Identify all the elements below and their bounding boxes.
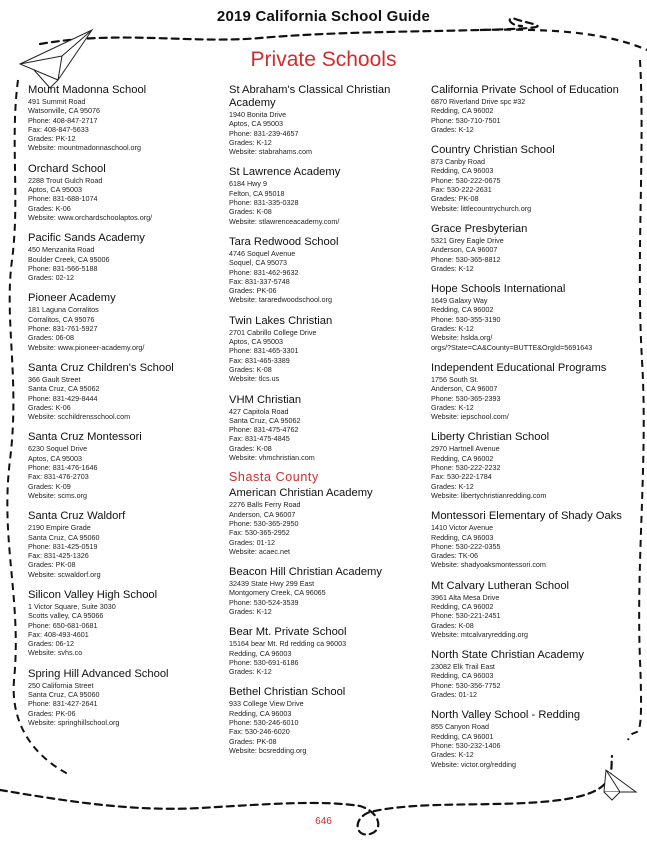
school-entry xyxy=(28,232,226,282)
school-detail-line: Grades: PK-08 xyxy=(229,736,277,746)
school-detail-line: 23082 Elk Trail East xyxy=(431,662,495,672)
school-detail-line: Santa Cruz, CA 95062 xyxy=(229,415,301,425)
school-detail-line: 3961 Alta Mesa Drive xyxy=(431,592,500,602)
school-name: Liberty Christian School xyxy=(431,431,550,444)
school-detail-line: Montgomery Creek, CA 96065 xyxy=(229,588,326,598)
school-detail-line: Grades: K-08 xyxy=(229,207,272,217)
school-detail-line: Grades: K-08 xyxy=(229,364,272,374)
school-detail-line: Fax: 530-246-6020 xyxy=(229,727,290,737)
school-detail-line: Phone: 530-222-2232 xyxy=(431,463,501,473)
school-detail-line: Aptos, CA 95003 xyxy=(28,185,82,195)
school-detail-line: Website: victor.org/redding xyxy=(431,759,516,769)
school-name: St Lawrence Academy xyxy=(229,166,341,179)
school-detail-line: Anderson, CA 96007 xyxy=(431,245,498,255)
school-detail-line: Corralitos, CA 95076 xyxy=(28,314,95,324)
school-name: Pioneer Academy xyxy=(28,292,116,305)
school-entry xyxy=(431,283,629,352)
school-detail-line: Santa Cruz, CA 95060 xyxy=(28,532,100,542)
school-detail-line: Phone: 831-427-2641 xyxy=(28,699,98,709)
school-detail-line: Website: scwaldorf.org xyxy=(28,569,101,579)
school-detail-line: Grades: K-06 xyxy=(28,203,71,213)
school-detail-line: 1410 Victor Avenue xyxy=(431,523,494,533)
school-name: California Private School of Education xyxy=(431,84,619,96)
school-entry xyxy=(229,315,427,384)
school-detail-line: Redding, CA 96003 xyxy=(431,532,494,542)
school-name: North State Christian Academy xyxy=(431,649,584,662)
school-detail-line: Website: acaec.net xyxy=(229,546,290,556)
school-name: St Abraham's Classical Christian Academy xyxy=(229,84,391,109)
school-entry xyxy=(431,510,629,569)
school-detail-line: 2701 Cabrillo College Drive xyxy=(229,327,317,337)
school-detail-line: Santa Cruz, CA 95062 xyxy=(28,384,100,394)
school-name: Beacon Hill Christian Academy xyxy=(229,566,382,579)
school-detail-line: Anderson, CA 96007 xyxy=(229,509,296,519)
school-detail-line: Website: shadyoaksmontessori.com xyxy=(431,560,546,570)
school-entry xyxy=(431,431,629,500)
guide-title: 2019 California School Guide xyxy=(216,8,431,25)
school-entry xyxy=(229,626,427,676)
school-entry xyxy=(229,236,427,305)
school-detail-line: 15164 bear Mt. Rd redding ca 96003 xyxy=(229,639,347,649)
school-entry xyxy=(431,84,629,134)
school-detail-line: Phone: 530-222-0675 xyxy=(431,175,501,185)
school-detail-line: Anderson, CA 96007 xyxy=(431,384,498,394)
school-detail-line: Santa Cruz, CA 95060 xyxy=(28,690,100,700)
school-detail-line: 491 Summit Road xyxy=(28,97,86,106)
school-detail-line: Website: hslda.org/ xyxy=(431,333,493,343)
school-detail-line: Grades: 01-12 xyxy=(431,690,477,700)
school-detail-line: Grades: K-12 xyxy=(229,606,272,616)
school-detail-line: Website: littlecountrychurch.org xyxy=(431,203,532,213)
school-entry xyxy=(28,589,226,658)
school-detail-line: Website: iepschool.com/ xyxy=(431,412,509,422)
school-detail-line: Phone: 530-365-8812 xyxy=(431,254,501,264)
school-detail-line: Grades: K-06 xyxy=(28,402,71,412)
school-detail-line: Grades: PK-08 xyxy=(431,194,479,204)
school-detail-line: 181 Laguna Corralitos xyxy=(28,305,99,315)
school-detail-line: 427 Capitola Road xyxy=(229,406,289,416)
school-detail-line: Website: libertychristianredding.com xyxy=(431,490,547,500)
school-name: Mount Madonna School xyxy=(28,84,147,96)
school-detail-line: Phone: 408-847-2717 xyxy=(28,115,98,125)
school-detail-line: Grades: K-12 xyxy=(431,124,474,134)
school-detail-line: Website: scchildrensschool.com xyxy=(28,412,131,422)
school-detail-line: Phone: 831-462-9632 xyxy=(229,267,299,277)
school-detail-line: Scotts valley, CA 95066 xyxy=(28,611,104,621)
school-name: Twin Lakes Christian xyxy=(229,314,333,327)
school-detail-line: Fax: 408-493-4601 xyxy=(28,629,89,639)
school-detail-line: Website: springhillschool.org xyxy=(28,717,120,727)
school-detail-line: Grades: PK-06 xyxy=(28,708,76,718)
school-detail-line: Redding, CA 96002 xyxy=(431,106,494,116)
school-entry xyxy=(431,649,629,699)
school-name: Grace Presbyterian xyxy=(431,222,528,235)
school-detail-line: Phone: 831-476-1646 xyxy=(28,463,98,473)
section-title: Private Schools xyxy=(250,48,397,71)
school-detail-line: Phone: 530-222-0355 xyxy=(431,541,501,551)
school-detail-line: Fax: 831-425-1326 xyxy=(28,551,89,561)
school-detail-line: 2190 Empire Grade xyxy=(28,523,91,533)
school-detail-line: Grades: K-12 xyxy=(229,137,272,147)
school-detail-line: Watsonville, CA 95076 xyxy=(28,106,101,116)
school-detail-line: Boulder Creek, CA 95006 xyxy=(28,254,110,264)
school-detail-line: Phone: 530-246-6010 xyxy=(229,718,299,728)
school-detail-line: 1940 Bonita Drive xyxy=(229,110,287,119)
school-detail-line: Aptos, CA 95003 xyxy=(229,337,283,347)
school-name: Mt Calvary Lutheran School xyxy=(431,579,570,592)
school-detail-line: Fax: 831-475-4845 xyxy=(229,434,290,444)
school-detail-line: Grades: K-12 xyxy=(431,263,474,273)
school-detail-line: Fax: 530-222-2631 xyxy=(431,185,492,195)
school-detail-line: Phone: 831-688-1074 xyxy=(28,194,98,204)
school-name: Independent Educational Programs xyxy=(431,361,607,374)
school-detail-line: Fax: 831-337-5748 xyxy=(229,276,290,286)
school-detail-line: Phone: 831-239-4657 xyxy=(229,128,299,138)
school-detail-line: Website: mtcalvaryredding.org xyxy=(431,629,528,639)
school-entry xyxy=(28,84,226,153)
school-name: Hope Schools International xyxy=(431,283,566,296)
school-entry xyxy=(431,223,629,273)
school-detail-line: Fax: 530-365-2952 xyxy=(229,528,290,538)
school-detail-line: Phone: 831-429-8444 xyxy=(28,393,98,403)
school-detail-line: Website: mountmadonnaschool.org xyxy=(28,143,141,153)
school-detail-line: 2276 Balls Ferry Road xyxy=(229,500,301,510)
school-detail-line: Grades: 02-12 xyxy=(28,273,74,283)
school-detail-line: Phone: 530-524-3539 xyxy=(229,597,299,607)
school-detail-line: 933 College View Drive xyxy=(229,699,304,709)
school-detail-line: Grades: K-08 xyxy=(229,443,272,453)
school-entry xyxy=(431,580,629,639)
school-detail-line: Phone: 831-425-0519 xyxy=(28,541,98,551)
school-detail-line: 2970 Hartnell Avenue xyxy=(431,444,500,454)
school-name: Spring Hill Advanced School xyxy=(28,667,169,680)
school-detail-line: Website: tlcs.us xyxy=(229,374,280,384)
school-detail-line: Website: stabrahams.com xyxy=(229,147,312,157)
school-detail-line: Website: stlawrenceacademy.com/ xyxy=(229,216,340,226)
school-detail-line: Grades: K-12 xyxy=(431,481,474,491)
school-entry xyxy=(28,668,226,727)
school-detail-line: Fax: 831-465-3389 xyxy=(229,355,290,365)
school-detail-line: 450 Menzanita Road xyxy=(28,245,95,255)
school-detail-line: Phone: 650-681-0681 xyxy=(28,620,98,630)
school-detail-line: Grades: PK-06 xyxy=(229,286,277,296)
school-detail-line: Website: tararedwoodschool.org xyxy=(229,295,332,305)
school-detail-line: Phone: 530-221-2451 xyxy=(431,611,501,621)
school-name: Bethel Christian School xyxy=(229,686,346,699)
school-entry xyxy=(28,292,226,351)
column-1 xyxy=(28,84,226,737)
school-detail-line: Phone: 530-691-6186 xyxy=(229,657,299,667)
school-detail-line: 2288 Trout Gulch Road xyxy=(28,175,103,185)
column-2 xyxy=(229,84,427,765)
school-detail-line: Grades: K-12 xyxy=(431,402,474,412)
school-detail-line: Soquel, CA 95073 xyxy=(229,258,287,268)
school-detail-line: Phone: 831-335-0328 xyxy=(229,198,299,208)
school-detail-line: 1756 South St. xyxy=(431,374,479,384)
school-detail-line: Website: www.pioneer-academy.org/ xyxy=(28,342,145,352)
school-detail-line: Grades: K-12 xyxy=(431,750,474,760)
school-entry xyxy=(229,470,427,556)
school-detail-line: Grades: K-12 xyxy=(431,324,474,334)
school-detail-line: Grades: 06-12 xyxy=(28,639,74,649)
school-detail-line: Website: scms.org xyxy=(28,490,87,500)
school-detail-line: Aptos, CA 95003 xyxy=(28,453,82,463)
school-detail-line: Phone: 530-710-7501 xyxy=(431,115,501,125)
school-name: Santa Cruz Children's School xyxy=(28,361,174,374)
school-detail-line: 366 Gault Street xyxy=(28,374,81,384)
school-detail-line: Redding, CA 96003 xyxy=(229,648,292,658)
school-detail-line: Grades: 06-08 xyxy=(28,333,74,343)
school-name: Country Christian School xyxy=(431,144,555,157)
school-detail-line: Phone: 831-475-4762 xyxy=(229,425,299,435)
school-entry xyxy=(28,431,226,500)
school-name: Santa Cruz Montessori xyxy=(28,431,142,444)
school-detail-line: Website: vhmchristian.com xyxy=(229,453,315,463)
school-detail-line: Redding, CA 96002 xyxy=(431,305,494,315)
school-detail-line: Felton, CA 95018 xyxy=(229,188,285,198)
school-name: American Christian Academy xyxy=(229,487,373,500)
school-detail-line: 6230 Soquel Drive xyxy=(28,444,88,454)
school-detail-line: Grades: K-09 xyxy=(28,481,71,491)
school-detail-line: Redding, CA 96002 xyxy=(431,601,494,611)
school-entry xyxy=(229,566,427,616)
school-detail-line: Grades: 01-12 xyxy=(229,537,275,547)
school-entry xyxy=(28,510,226,579)
school-name: Bear Mt. Private School xyxy=(229,626,347,639)
school-detail-line: Redding, CA 96002 xyxy=(431,453,494,463)
school-entry xyxy=(28,163,226,222)
school-detail-line: 6184 Hwy 9 xyxy=(229,179,267,189)
school-entry xyxy=(229,394,427,463)
school-detail-line: 4746 Soquel Avenue xyxy=(229,248,296,258)
right-dashed-path xyxy=(628,60,644,740)
school-detail-line: Phone: 831-761-5927 xyxy=(28,324,98,334)
school-detail-line: Grades: PK-08 xyxy=(28,560,76,570)
school-detail-line: Phone: 831-566-5188 xyxy=(28,263,98,273)
school-detail-line: Website: www.orchardschoolaptos.org/ xyxy=(28,212,153,222)
school-detail-line: Grades: PK-12 xyxy=(28,134,76,144)
school-name: Montessori Elementary of Shady Oaks xyxy=(431,510,622,523)
school-detail-line: Fax: 408-847-5633 xyxy=(28,124,89,134)
school-detail-line: Phone: 831-465-3301 xyxy=(229,346,299,356)
school-detail-line: Fax: 530-222-1784 xyxy=(431,472,492,482)
school-detail-line: Grades: K-12 xyxy=(229,667,272,677)
school-entry xyxy=(28,362,226,421)
school-detail-line: 1 Victor Square, Suite 3030 xyxy=(28,601,116,611)
school-name: Santa Cruz Waldorf xyxy=(28,510,126,523)
school-detail-line: 5321 Grey Eagle Drive xyxy=(431,235,504,245)
school-detail-line: Redding, CA 96003 xyxy=(431,166,494,176)
school-name: North Valley School - Redding xyxy=(431,709,581,722)
school-name: Pacific Sands Academy xyxy=(28,232,145,245)
school-detail-line: orgs/?State=CA&County=BUTTE&OrgId=5691643 xyxy=(431,342,593,352)
school-detail-line: Phone: 530-355-3190 xyxy=(431,314,501,324)
school-entry xyxy=(229,84,427,156)
school-detail-line: 873 Canby Road xyxy=(431,157,485,167)
school-entry xyxy=(229,686,427,755)
school-entry xyxy=(431,144,629,213)
school-detail-line: Website: svhs.co xyxy=(28,648,83,658)
school-detail-line: Grades: TK-06 xyxy=(431,551,479,561)
school-detail-line: Grades: K-08 xyxy=(431,620,474,630)
school-name: Orchard School xyxy=(28,162,106,175)
school-name: Tara Redwood School xyxy=(229,235,339,248)
school-detail-line: Phone: 530-365-2950 xyxy=(229,518,299,528)
school-detail-line: Aptos, CA 95003 xyxy=(229,119,283,129)
school-detail-line: 855 Canyon Road xyxy=(431,722,489,732)
school-detail-line: Phone: 530-232-1406 xyxy=(431,740,501,750)
column-3 xyxy=(431,84,629,779)
school-detail-line: 1649 Galaxy Way xyxy=(431,296,488,306)
school-detail-line: Redding, CA 96003 xyxy=(431,671,494,681)
school-entry xyxy=(431,362,629,421)
page-number: 646 xyxy=(315,816,332,827)
school-detail-line: Website: bcsredding.org xyxy=(229,745,307,755)
school-name: VHM Christian xyxy=(229,393,302,406)
school-detail-line: Redding, CA 96003 xyxy=(229,708,292,718)
school-detail-line: Phone: 530-365-2393 xyxy=(431,393,501,403)
school-detail-line: Redding, CA 96001 xyxy=(431,731,494,741)
school-detail-line: 250 California Street xyxy=(28,680,94,690)
school-detail-line: Phone: 530-356-7752 xyxy=(431,680,501,690)
school-detail-line: Fax: 831-476-2703 xyxy=(28,472,89,482)
school-name: Silicon Valley High School xyxy=(28,588,158,601)
school-detail-line: 6870 Riverland Drive spc #32 xyxy=(431,97,526,106)
school-entry xyxy=(431,709,629,768)
school-entry xyxy=(229,166,427,225)
school-detail-line: 32439 State Hwy 299 East xyxy=(229,579,315,589)
county-heading: Shasta County xyxy=(229,470,319,485)
